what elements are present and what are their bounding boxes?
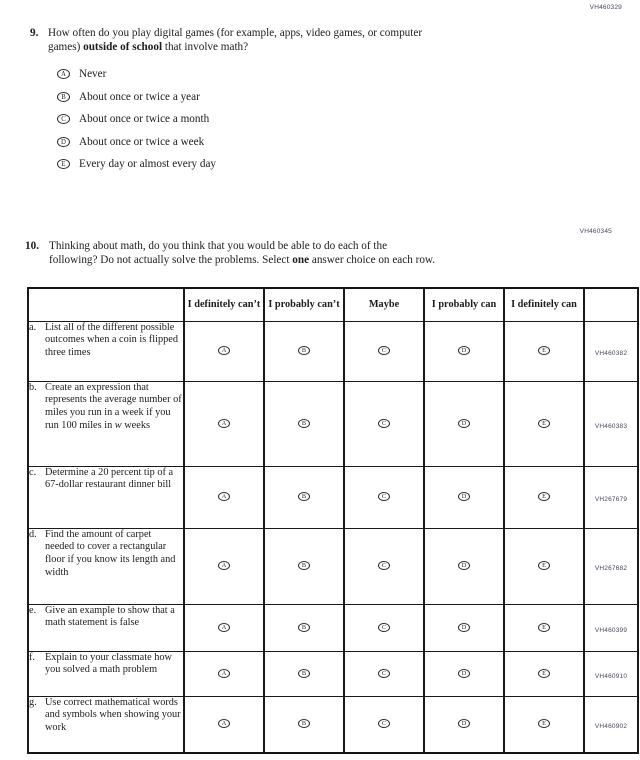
- question-9-line2-pre: games): [48, 41, 84, 53]
- q9-option-label: About once or twice a week: [79, 135, 205, 148]
- answer-cell-d[interactable]: [424, 528, 504, 604]
- question-9-line2-post: that involve math?: [162, 41, 249, 53]
- answer-cell-d[interactable]: [424, 604, 504, 651]
- question-9-line2-bold: outside of school: [83, 41, 163, 53]
- question-9-head: [30, 26, 575, 54]
- row-text: Create an expression that represents the average number of miles you run in a week if you run 100 miles in w weeks: [45, 381, 182, 431]
- answer-cell-c[interactable]: [344, 381, 424, 466]
- question-9-line1: How often do you play digital games (for example, apps, video games, or computer: [48, 27, 423, 39]
- header-code-blank: [584, 288, 638, 321]
- radio-d-icon[interactable]: D: [57, 137, 70, 147]
- header-definitely-can: I definitely can: [504, 288, 584, 321]
- header-probably-can: I probably can: [424, 288, 504, 321]
- row-text: Determine a 20 percent tip of a 67-dollar restaurant dinner bill: [45, 466, 174, 491]
- radio-b-icon[interactable]: B: [298, 492, 310, 501]
- answer-cell-d[interactable]: [424, 381, 504, 466]
- radio-c-icon[interactable]: C: [378, 419, 390, 428]
- q10-response-table: [27, 287, 639, 754]
- q9-option-label: About once or twice a month: [79, 113, 210, 125]
- row-text: Find the amount of carpet needed to cover a rectangular floor if you know its length and width: [45, 528, 176, 578]
- answer-cell-b[interactable]: [264, 604, 344, 651]
- question-10-line1: Thinking about math, do you think that you would be able to do each of the: [49, 240, 388, 252]
- answer-cell-a[interactable]: [184, 696, 264, 753]
- answer-cell-a[interactable]: [184, 321, 264, 381]
- answer-cell-d[interactable]: [424, 651, 504, 696]
- question-10-line2-bold: one: [292, 254, 310, 266]
- question-9-number: 9.: [30, 27, 39, 39]
- question-10-line2-pre: following? Do not actually solve the problems. Select: [49, 254, 293, 266]
- q9-option-once-twice-month[interactable]: [57, 111, 575, 127]
- table-row-d: [28, 528, 638, 604]
- table-row-c: [28, 466, 638, 528]
- answer-cell-a[interactable]: [184, 604, 264, 651]
- radio-e-icon[interactable]: E: [538, 346, 550, 355]
- q9-option-every-day[interactable]: [57, 156, 575, 172]
- question-9: [30, 26, 575, 179]
- q9-option-label: Every day or almost every day: [79, 158, 216, 170]
- answer-cell-e[interactable]: [504, 466, 584, 528]
- table-row-f: [28, 651, 638, 696]
- answer-cell-a[interactable]: [184, 381, 264, 466]
- answer-cell-a[interactable]: [184, 466, 264, 528]
- row-label: [28, 528, 184, 604]
- row-label: [28, 321, 184, 381]
- answer-cell-e[interactable]: [504, 321, 584, 381]
- radio-d-icon[interactable]: D: [458, 719, 470, 728]
- row-text: Give an example to show that a math statement is false: [45, 604, 175, 629]
- item-code-q9: VH460329: [589, 4, 622, 11]
- answer-cell-c[interactable]: [344, 528, 424, 604]
- answer-cell-b[interactable]: [264, 651, 344, 696]
- row-text: Use correct mathematical words and symbols when showing your work: [45, 696, 181, 734]
- row-letter: f.: [29, 651, 36, 663]
- answer-cell-b[interactable]: [264, 381, 344, 466]
- radio-a-icon[interactable]: A: [218, 346, 230, 355]
- question-10: [25, 239, 595, 267]
- radio-e-icon[interactable]: E: [538, 492, 550, 501]
- answer-cell-d[interactable]: [424, 466, 504, 528]
- q9-option-label: About once or twice a year: [79, 90, 200, 103]
- row-label: [28, 604, 184, 651]
- radio-a-icon[interactable]: A: [218, 419, 230, 428]
- radio-a-icon[interactable]: A: [218, 492, 230, 501]
- answer-cell-e[interactable]: [504, 604, 584, 651]
- row-item-code: VH460910: [584, 651, 638, 696]
- radio-a-icon[interactable]: A: [218, 719, 230, 728]
- answer-cell-a[interactable]: [184, 528, 264, 604]
- radio-b-icon[interactable]: B: [298, 719, 310, 728]
- answer-cell-b[interactable]: [264, 696, 344, 753]
- header-blank: [28, 288, 184, 321]
- radio-d-icon[interactable]: D: [458, 623, 470, 632]
- row-item-code: VH460399: [584, 604, 638, 651]
- row-label: [28, 696, 184, 753]
- row-letter: g.: [29, 696, 37, 708]
- table-row-e: [28, 604, 638, 651]
- radio-e-icon[interactable]: E: [57, 159, 70, 169]
- table-row-g: [28, 696, 638, 753]
- radio-e-icon[interactable]: E: [538, 419, 550, 428]
- radio-c-icon[interactable]: C: [378, 623, 390, 632]
- item-code-q10: VH460345: [579, 228, 612, 235]
- radio-e-icon[interactable]: E: [538, 669, 550, 678]
- answer-cell-d[interactable]: [424, 696, 504, 753]
- row-label: [28, 381, 184, 466]
- row-item-code: VH460383: [584, 381, 638, 466]
- question-10-line2-post: answer choice on each row.: [309, 254, 436, 266]
- row-text: List all of the different possible outcomes when a coin is flipped three times: [45, 321, 178, 359]
- answer-cell-a[interactable]: [184, 651, 264, 696]
- question-9-options: [57, 66, 575, 172]
- radio-b-icon[interactable]: B: [298, 669, 310, 678]
- radio-b-icon[interactable]: B: [57, 92, 70, 102]
- answer-cell-b[interactable]: [264, 528, 344, 604]
- table-row-a: [28, 321, 638, 381]
- table-header-row: [28, 288, 638, 321]
- radio-a-icon[interactable]: A: [218, 623, 230, 632]
- q9-option-label: Never: [79, 68, 107, 80]
- row-label: [28, 466, 184, 528]
- radio-d-icon[interactable]: D: [458, 346, 470, 355]
- q9-option-never[interactable]: [57, 66, 575, 82]
- row-letter: a.: [29, 321, 37, 333]
- q9-option-once-twice-year[interactable]: [57, 89, 575, 105]
- radio-a-icon[interactable]: A: [218, 669, 230, 678]
- radio-d-icon[interactable]: D: [458, 561, 470, 570]
- question-10-number: 10.: [25, 240, 39, 252]
- radio-a-icon[interactable]: A: [218, 561, 230, 570]
- answer-cell-e[interactable]: [504, 381, 584, 466]
- row-letter: c.: [29, 466, 37, 478]
- answer-cell-e[interactable]: [504, 651, 584, 696]
- answer-cell-c[interactable]: [344, 651, 424, 696]
- answer-cell-b[interactable]: [264, 466, 344, 528]
- radio-b-icon[interactable]: B: [298, 561, 310, 570]
- question-10-text: [49, 239, 435, 267]
- answer-cell-c[interactable]: [344, 466, 424, 528]
- row-item-code: VH267679: [584, 466, 638, 528]
- row-item-code: VH267682: [584, 528, 638, 604]
- row-item-code: VH460382: [584, 321, 638, 381]
- radio-b-icon[interactable]: B: [298, 623, 310, 632]
- radio-e-icon[interactable]: E: [538, 719, 550, 728]
- radio-b-icon[interactable]: B: [298, 419, 310, 428]
- question-9-text: [48, 26, 422, 54]
- radio-e-icon[interactable]: E: [538, 623, 550, 632]
- radio-a-icon[interactable]: A: [57, 69, 70, 79]
- radio-c-icon[interactable]: C: [378, 719, 390, 728]
- row-label: [28, 651, 184, 696]
- header-maybe: Maybe: [344, 288, 424, 321]
- radio-c-icon[interactable]: C: [57, 114, 70, 124]
- radio-c-icon[interactable]: C: [378, 669, 390, 678]
- radio-c-icon[interactable]: C: [378, 561, 390, 570]
- answer-cell-e[interactable]: [504, 528, 584, 604]
- radio-b-icon[interactable]: B: [298, 346, 310, 355]
- radio-d-icon[interactable]: D: [458, 419, 470, 428]
- answer-cell-b[interactable]: [264, 321, 344, 381]
- q9-option-once-twice-week[interactable]: [57, 134, 575, 150]
- row-letter: e.: [29, 604, 37, 616]
- radio-c-icon[interactable]: C: [378, 346, 390, 355]
- row-letter: d.: [29, 528, 37, 540]
- radio-d-icon[interactable]: D: [458, 669, 470, 678]
- row-item-code: VH460902: [584, 696, 638, 753]
- answer-cell-c[interactable]: [344, 696, 424, 753]
- radio-c-icon[interactable]: C: [378, 492, 390, 501]
- question-10-head: [25, 239, 595, 267]
- answer-cell-c[interactable]: [344, 604, 424, 651]
- table-row-b: [28, 381, 638, 466]
- row-letter: b.: [29, 381, 37, 393]
- row-text: Explain to your classmate how you solved a math problem: [45, 651, 172, 676]
- radio-e-icon[interactable]: E: [538, 561, 550, 570]
- answer-cell-e[interactable]: [504, 696, 584, 753]
- radio-d-icon[interactable]: D: [458, 492, 470, 501]
- answer-cell-d[interactable]: [424, 321, 504, 381]
- header-definitely-cant: I definitely can’t: [184, 288, 264, 321]
- answer-cell-c[interactable]: [344, 321, 424, 381]
- header-probably-cant: I probably can’t: [264, 288, 344, 321]
